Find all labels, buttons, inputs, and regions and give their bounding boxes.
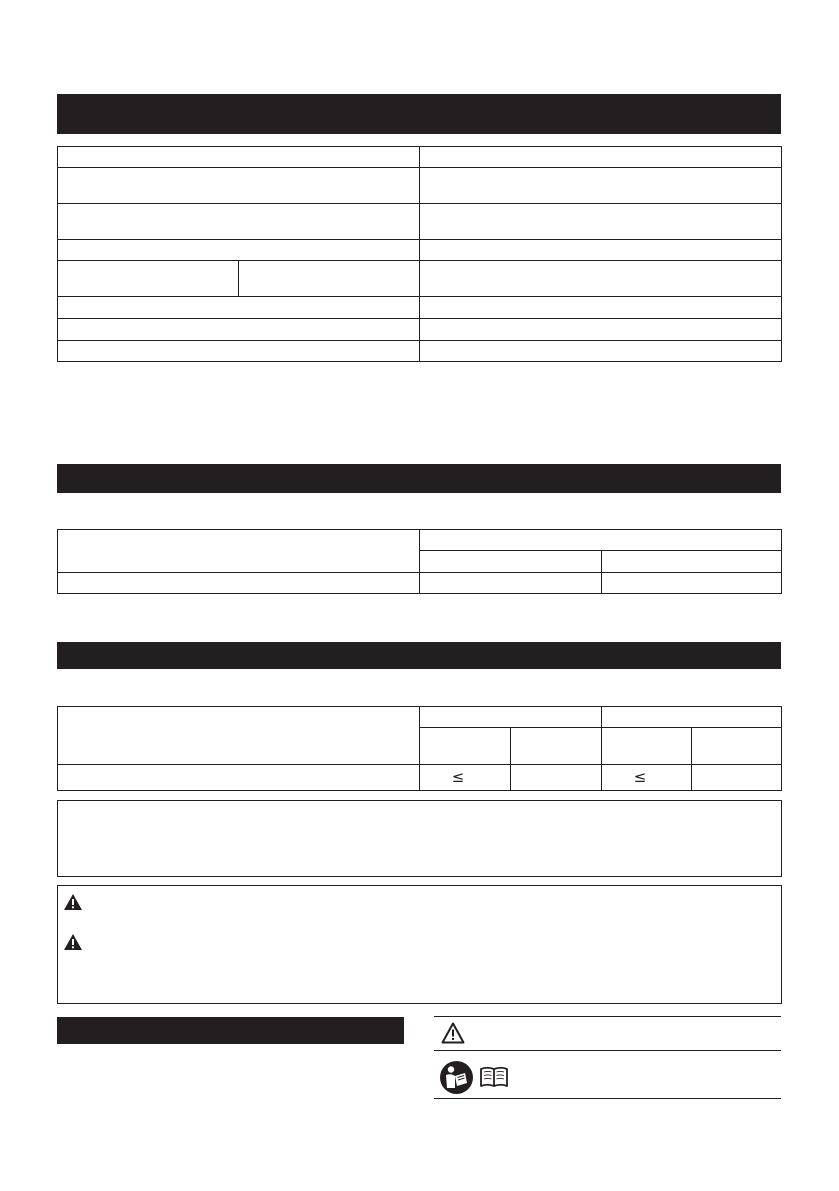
t3-cell-row1-3 [601,764,692,791]
t3-cell-sub-4 [691,727,782,765]
spec-cell-r5-left-a [57,260,239,297]
t2-cell-row1-left [57,572,420,594]
spec-cell-r4-right [419,239,782,261]
symbols-divider-top [434,1016,781,1017]
spec-cell-r2-right [419,167,782,204]
t3-cell-row1-left [57,764,420,791]
symbols-divider-middle [434,1050,781,1051]
specifications-header-bar [57,94,781,134]
symbols-divider-bottom [434,1098,781,1099]
t2-cell-row1-a [419,572,602,594]
spec-cell-r2-left [57,167,420,204]
spec-cell-r1-right [419,146,782,168]
read-manual-person-icon [440,1061,473,1094]
section-header-bar-4 [57,1017,404,1044]
t3-cell-sub-2 [510,727,602,765]
section-header-bar-2 [57,464,781,493]
spec-cell-r7-left [57,318,420,341]
warning-outline-icon [441,1022,465,1044]
t3-cell-sub-1 [419,727,511,765]
spec-cell-r8-right [419,340,782,362]
t3-cell-row1-4 [691,764,782,791]
t2-cell-header-left [57,529,420,573]
spec-cell-r6-right [419,296,782,319]
t3-cell-row1-2 [510,764,602,791]
spec-cell-r4-left [57,239,420,261]
t3-cell-header-left [57,706,420,765]
spec-cell-r1-left [57,146,420,168]
spec-cell-r3-right [419,203,782,240]
t2-cell-row1-b [601,572,782,594]
t2-cell-header-sub-a [419,550,602,573]
t2-cell-header-top [419,529,782,551]
t3-cell-group-1 [419,706,602,728]
spec-cell-r5-left-b [238,260,420,297]
less-equal-symbol: ≤ [451,768,465,786]
spec-cell-r7-right [419,318,782,341]
spec-cell-r8-left [57,340,420,362]
spec-cell-r3-left [57,203,420,240]
note-box [57,800,782,877]
t3-cell-sub-3 [601,727,692,765]
section-header-bar-3 [57,642,781,669]
spec-cell-r5-right [419,260,782,297]
spec-cell-r6-left [57,296,420,319]
t3-cell-row1-1 [419,764,511,791]
t3-cell-group-2 [601,706,782,728]
t2-cell-header-sub-b [601,550,782,573]
warning-box [57,885,782,1004]
less-equal-symbol: ≤ [633,768,647,786]
warning-triangle-icon [64,894,82,910]
warning-triangle-icon [64,934,82,950]
open-book-icon [479,1065,509,1089]
